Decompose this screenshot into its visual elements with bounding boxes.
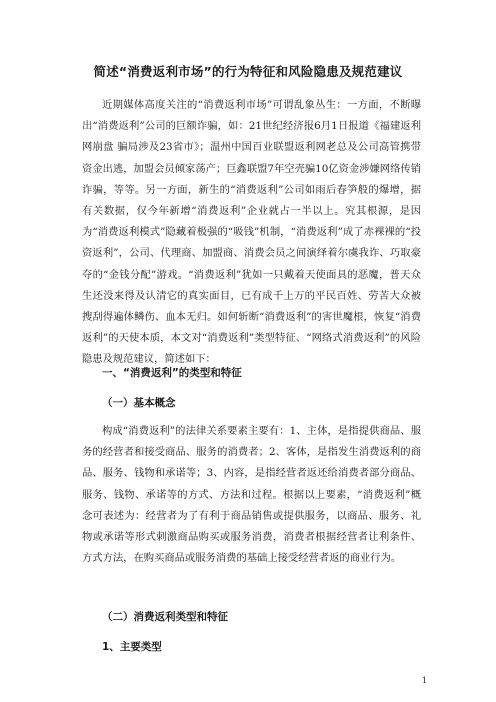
subsection-heading-types: （二）消费返利类型和特征 [102,611,228,623]
subsubsection-heading-main-types: 1、主要类型 [102,641,162,653]
concept-paragraph: 构成“消费返利”的法律关系要素主要有：1、主体，是指提供商品、服务的经营者和接受商品、服务的消费者；2、客体，是指发生消费返利的商品、服务、钱物和承诺等；3、内容，是指经营者返还给消费者部分商品、服务、钱物、承诺等的方式、方法和过程。根据以上要素，“消费返利”概念可表述为：经营者为了有利于商品销售或提供服务，以商品、服务、礼物或承诺等形式刺激商品购买或服务消费，消费者根据经营者让利条件、方式方法，在购买商品或服务消费的基础上接受经营者返的商业行为。 [82,425,421,565]
subsection-heading-basic-concept: （一）基本概念 [102,397,176,409]
page-number: 1 [421,676,427,685]
intro-paragraph: 近期媒体高度关注的“消费返利市场”可谓乱象丛生：一方面，不断曝出“消费返利”公司的巨额诈骗，如：21世纪经济报6月1日报道《福建返利网崩盘 骗局涉及23省市》；温州中国百业联盟返利网老总及公司高管携带资金出逃，加盟会员倾家荡产；巨鑫联盟7年空壳骗10亿资金涉嫌网络传销诈骗，等等。另一方面，新生的“消费返利”公司如雨后春笋般的爆增，据有关数据，仅今年新增“消费返利”企业就占一半以上。究其根源，是因为“消费返利模式”隐藏着极强的“吸钱”机制，“消费返利”成了赤裸裸的“投资返利”，公司、代理商、加盟商、消费会员之间演绎着尔虞我诈、巧取豪夺的“金钱分配”游戏。“消费返利”犹如一只戴着天使面具的恶魔，普天众生还没来得及认清它的真实面目，已有成千上万的平民百姓、劳苦大众被搜刮得遍体鳞伤、血本无归。如何斩断“消费返利”的害世魔根，恢复“消费返利”的天使本质，本文对“消费返利”类型特征、“网络式消费返利”的风险隐患及规范建议，简述如下： [82,99,421,366]
section-heading-1: 一、“消费返利”的类型和特征 [102,367,242,379]
document-title: 简述“消费返利市场”的行为特征和风险隐患及规范建议 [93,64,403,79]
